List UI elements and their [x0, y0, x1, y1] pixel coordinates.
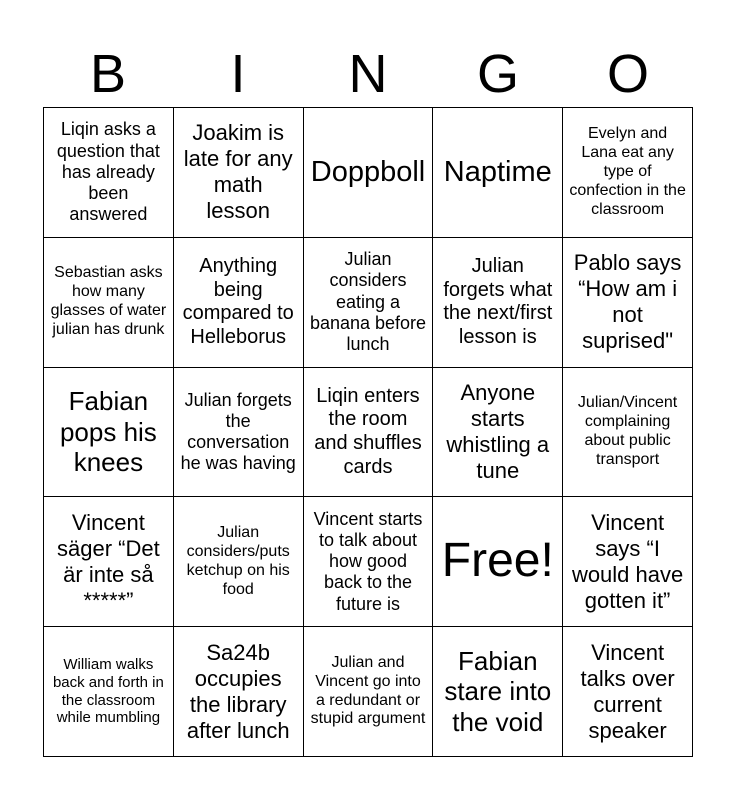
- bingo-cell-b3: Fabian pops his knees: [44, 368, 174, 498]
- bingo-cell-g1: Naptime: [433, 108, 563, 238]
- header-letter-b: B: [89, 44, 127, 104]
- bingo-cell-i3: Julian forgets the conversation he was having: [174, 368, 304, 498]
- bingo-cell-n1: Doppboll: [304, 108, 434, 238]
- header-letter-n: N: [348, 44, 388, 104]
- bingo-grid: [43, 107, 693, 757]
- bingo-cell-o2: Pablo says “How am i not suprised": [563, 238, 693, 368]
- header-letter-i: I: [230, 44, 246, 104]
- bingo-cell-i2: Anything being compared to Helleborus: [174, 238, 304, 368]
- bingo-cell-n5: Julian and Vincent go into a redundant or stupid argument: [304, 627, 434, 757]
- bingo-cell-n2: Julian considers eating a banana before lunch: [304, 238, 434, 368]
- header-letter-g: G: [476, 44, 519, 104]
- bingo-cell-b2: Sebastian asks how many glasses of water julian has drunk: [44, 238, 174, 368]
- bingo-cell-b1: Liqin asks a question that has already been answered: [44, 108, 174, 238]
- bingo-cell-o3: Julian/Vincent complaining about public transport: [563, 368, 693, 498]
- bingo-cell-b4: Vincent säger “Det är inte så *****”: [44, 497, 174, 627]
- bingo-cell-n3: Liqin enters the room and shuffles cards: [304, 368, 434, 498]
- bingo-cell-b5: William walks back and forth in the classroom while mumbling: [44, 627, 174, 757]
- bingo-cell-o1: Evelyn and Lana eat any type of confection in the classroom: [563, 108, 693, 238]
- bingo-cell-g2: Julian forgets what the next/first lesson is: [433, 238, 563, 368]
- bingo-cell-n4: Vincent starts to talk about how good back to the future is: [304, 497, 434, 627]
- bingo-cell-g3: Anyone starts whistling a tune: [433, 368, 563, 498]
- header-letter-o: O: [606, 44, 649, 104]
- bingo-cell-g5: Fabian stare into the void: [433, 627, 563, 757]
- bingo-cell-i5: Sa24b occupies the library after lunch: [174, 627, 304, 757]
- bingo-cell-free: Free!: [433, 497, 563, 627]
- bingo-cell-i4: Julian considers/puts ketchup on his food: [174, 497, 304, 627]
- bingo-cell-o5: Vincent talks over current speaker: [563, 627, 693, 757]
- bingo-header: [43, 40, 693, 108]
- bingo-cell-i1: Joakim is late for any math lesson: [174, 108, 304, 238]
- bingo-cell-o4: Vincent says “I would have gotten it”: [563, 497, 693, 627]
